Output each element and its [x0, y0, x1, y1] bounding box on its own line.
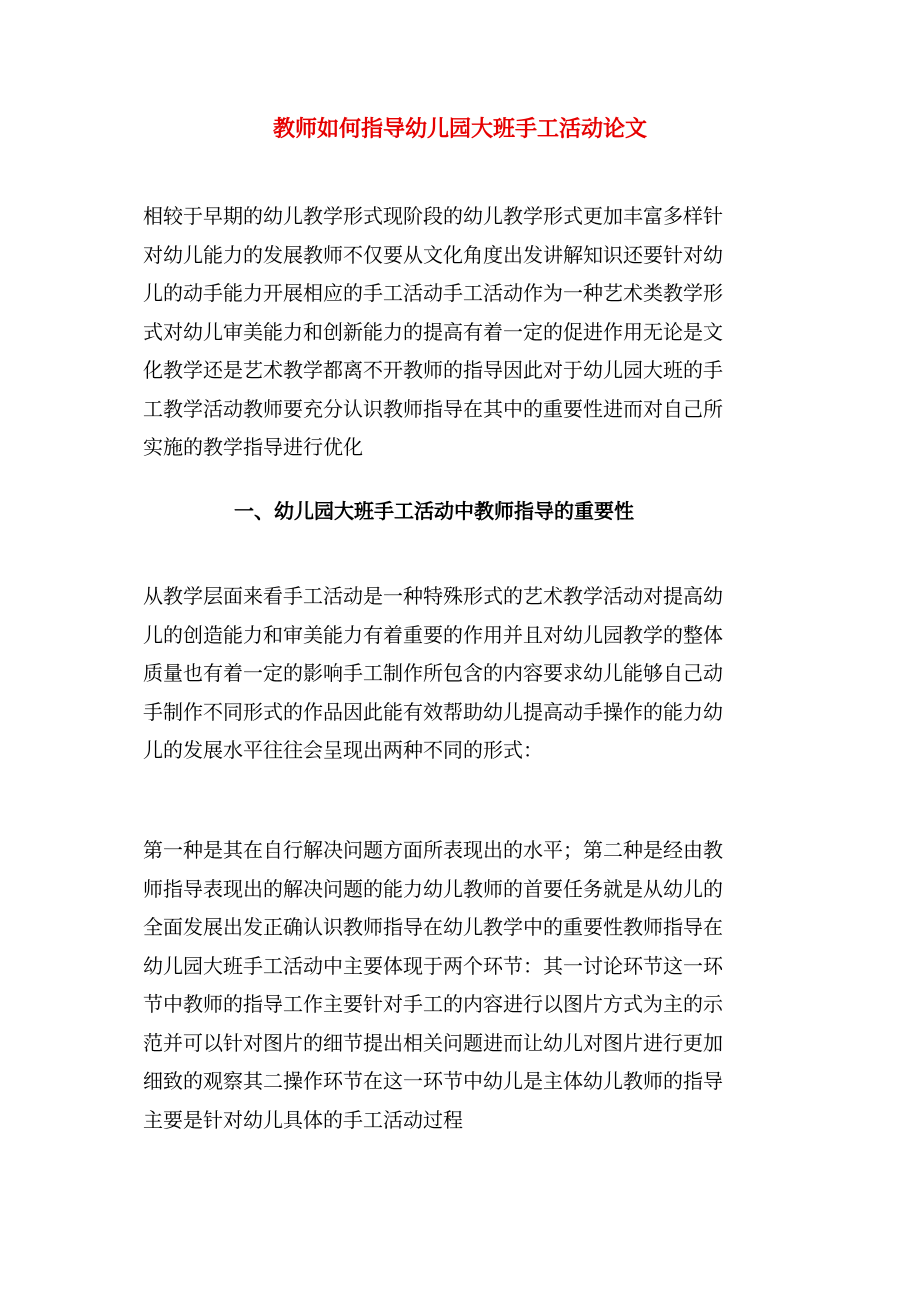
paragraph-line: 式对幼儿审美能力和创新能力的提高有着一定的促进作用无论是文	[143, 319, 723, 344]
section-heading: 一、幼儿园大班手工活动中教师指导的重要性	[234, 499, 634, 523]
paragraph-line: 从教学层面来看手工活动是一种特殊形式的艺术教学活动对提高幼	[143, 584, 723, 608]
paragraph-line: 质量也有着一定的影响手工制作所包含的内容要求幼儿能够自己动	[143, 661, 723, 685]
paragraph-line: 幼儿园大班手工活动中主要体现于两个环节：其一讨论环节这一环	[143, 953, 723, 978]
paragraph-line: 工教学活动教师要充分认识教师指导在其中的重要性进而对自己所	[143, 396, 723, 421]
paragraph-line: 师指导表现出的解决问题的能力幼儿教师的首要任务就是从幼儿的	[143, 876, 723, 901]
paragraph-line: 儿的动手能力开展相应的手工活动手工活动作为一种艺术类教学形	[143, 281, 723, 305]
paragraph-line: 细致的观察其二操作环节在这一环节中幼儿是主体幼儿教师的指导	[143, 1069, 723, 1093]
paragraph-line: 实施的教学指导进行优化	[143, 435, 363, 459]
paragraph-line: 手制作不同形式的作品因此能有效帮助幼儿提高动手操作的能力幼	[143, 699, 723, 724]
paragraph-line: 节中教师的指导工作主要针对手工的内容进行以图片方式为主的示	[143, 992, 723, 1016]
paragraph-line: 化教学还是艺术教学都离不开教师的指导因此对于幼儿园大班的手	[143, 358, 723, 382]
paragraph-two-forms	[143, 831, 779, 1139]
paragraph-line: 儿的发展水平往往会呈现出两种不同的形式：	[143, 738, 543, 762]
paragraph-line: 主要是针对幼儿具体的手工活动过程	[143, 1107, 463, 1132]
paragraph-line: 范并可以针对图片的细节提出相关问题进而让幼儿对图片进行更加	[143, 1030, 723, 1055]
paragraph-line: 儿的创造能力和审美能力有着重要的作用并且对幼儿园教学的整体	[143, 622, 723, 647]
paragraph-line: 对幼儿能力的发展教师不仅要从文化角度出发讲解知识还要针对幼	[143, 242, 723, 267]
paragraph-importance	[143, 577, 779, 770]
document-title: 教师如何指导幼儿园大班手工活动论文	[272, 116, 647, 142]
paragraph-intro	[143, 197, 779, 467]
paragraph-line: 相较于早期的幼儿教学形式现阶段的幼儿教学形式更加丰富多样针	[143, 204, 723, 228]
paragraph-line: 全面发展出发正确认识教师指导在幼儿教学中的重要性教师指导在	[143, 915, 723, 939]
paragraph-line: 第一种是其在自行解决问题方面所表现出的水平；第二种是经由教	[143, 838, 723, 862]
